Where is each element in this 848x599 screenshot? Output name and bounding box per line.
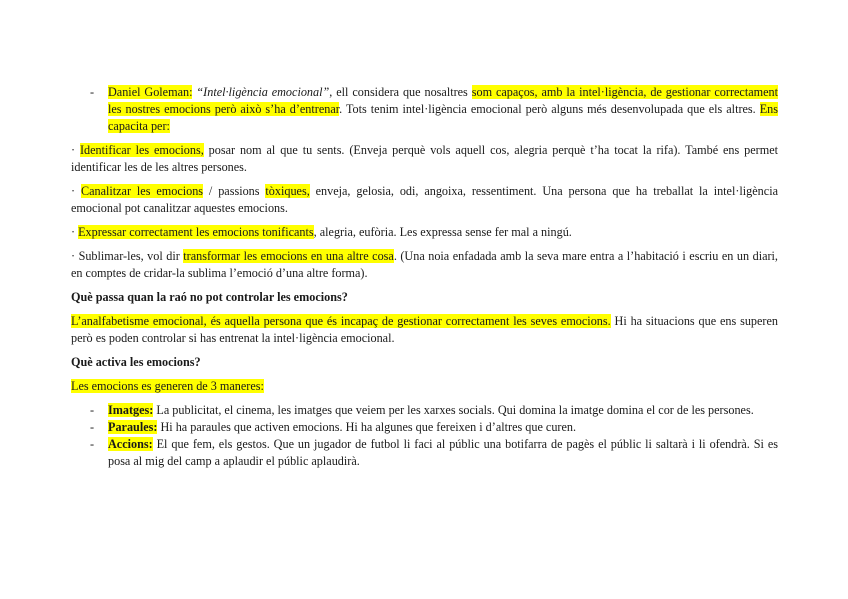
list-dash: - <box>90 85 95 99</box>
way-words <box>71 419 778 436</box>
analphabetism-text: Hi ha situacions que ens superen però es poden controlar si has entrenat la intel·ligència emocional. <box>71 314 778 345</box>
document-page <box>71 84 778 470</box>
way-label: Imatges: <box>108 403 154 417</box>
capacity-highlight-2: tòxiques, <box>265 184 310 198</box>
paragraph-ways-intro <box>71 378 778 395</box>
capacity-highlight: Identificar les emocions, <box>79 143 204 157</box>
list-dash: - <box>90 420 95 434</box>
capacity-text: posar nom al que tu sents. (Enveja perquè vols aquell cos, alegria perquè t’ha tocat la rifa). També ens permet identificar les de les altres persones. <box>71 143 778 174</box>
goleman-text-2: . Tots tenim intel·ligència emocional però alguns més desenvolupada que els altres. <box>339 102 760 116</box>
goleman-highlight-1: som capaços, amb la intel·ligència, de gestionar correctament les nostres emocions però això s’ha d’entrenar <box>108 85 778 116</box>
way-images <box>71 402 778 419</box>
capacity-identify <box>71 142 778 176</box>
goleman-highlight-2: Ens capacita per: <box>108 102 778 133</box>
capacity-highlight: transformar les emocions en una altre cosa <box>183 249 394 263</box>
list-dash: - <box>90 403 95 417</box>
ways-intro-highlight: Les emocions es generen de 3 maneres: <box>71 379 264 393</box>
capacity-express <box>71 224 778 241</box>
list-dash: - <box>90 437 95 451</box>
capacity-prefix: · <box>71 225 79 239</box>
heading-reason: Què passa quan la raó no pot controlar les emocions? <box>71 290 348 304</box>
capacity-text: , alegria, eufòria. Les expressa sense fer mal a ningú. <box>313 225 572 239</box>
capacity-text: enveja, gelosia, odi, angoixa, ressentiment. Una persona que ha treballat la intel·ligència emocional pot canalitzar aquestes emocions. <box>71 184 778 215</box>
goleman-text-1: , ell considera que nosaltres <box>329 85 472 99</box>
capacity-prefix: · <box>71 184 81 198</box>
way-actions <box>71 436 778 470</box>
way-text: El que fem, els gestos. Que un jugador de futbol li faci al públic una botifarra de pagès el públic li saltarà i li ofendrà. Si es posa al mig del camp a aplaudir el públic aplaudirà. <box>108 437 778 468</box>
capacity-prefix: · Sublimar-les, vol dir <box>71 249 184 263</box>
capacity-mid: / passions <box>203 184 266 198</box>
goleman-name: Daniel Goleman: <box>108 85 193 99</box>
heading-activate: Què activa les emocions? <box>71 355 201 369</box>
capacity-text: . (Una noia enfadada amb la seva mare entra a l’habitació i escriu en un diari, en comptes de cridar-la sublima l’emoció d’una altre forma). <box>71 249 778 280</box>
capacity-channel <box>71 183 778 217</box>
capacity-prefix: · <box>71 143 80 157</box>
way-label: Accions: <box>108 437 153 451</box>
capacity-highlight: Expressar correctament les emocions tonificants <box>78 225 314 239</box>
way-text: La publicitat, el cinema, les imatges que veiem per les xarxes socials. Qui domina la imatge domina el cor de les persones. <box>153 403 754 417</box>
way-label: Paraules: <box>108 420 158 434</box>
capacity-highlight: Canalitzar les emocions <box>80 184 204 198</box>
paragraph-analphabetism <box>71 313 778 347</box>
capacity-sublimate <box>71 248 778 282</box>
book-title: “Intel·ligència emocional” <box>196 85 330 99</box>
analphabetism-highlight: L’analfabetisme emocional, és aquella persona que és incapaç de gestionar correctament les seves emocions. <box>71 314 611 328</box>
way-text: Hi ha paraules que activen emocions. Hi ha algunes que fereixen i d’altres que curen. <box>157 420 577 434</box>
goleman-item <box>71 84 778 135</box>
